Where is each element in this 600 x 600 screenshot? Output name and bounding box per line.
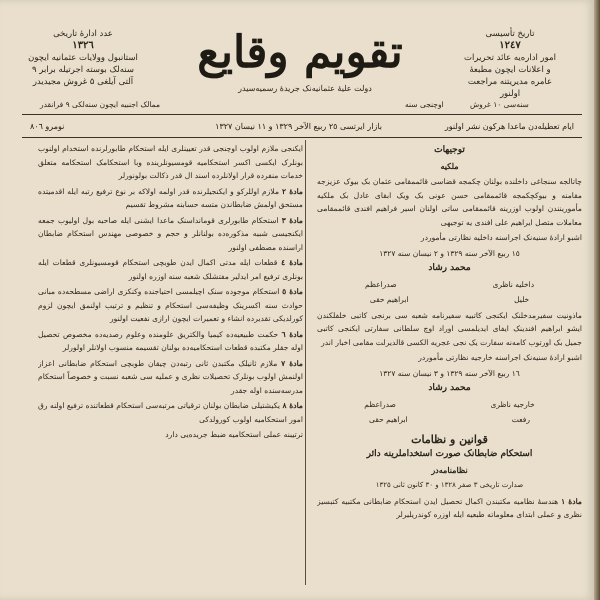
founding-label: تاریخ تأسیسی	[485, 29, 535, 39]
signature-row	[317, 278, 582, 292]
right-header-line: اولنور	[499, 89, 521, 99]
sultan-signature: محمد رشاد	[428, 383, 471, 393]
article-label: مادهٔ ٦	[281, 329, 303, 339]
right-column	[317, 142, 582, 582]
left-header-line: آلتی آیلغی ۵ غروش مجیدیدر	[32, 77, 134, 87]
article-paragraph: اشبو ارادهٔ سنیه‌نک اجراسنه خارجیه نظارتی مأموردر	[418, 353, 582, 362]
section-heading-appointments: توجیهات	[434, 145, 465, 155]
header-rule	[22, 114, 582, 115]
article-label: مادهٔ ٢	[281, 186, 303, 196]
left-header-block	[28, 28, 138, 88]
meta-year: اوچنجی سنه	[405, 100, 444, 109]
founding-year: ١٢٤٧	[499, 40, 521, 51]
article-paragraph: ترتیبنه عملی استحکامیه ضبط جریده‌یی دارد	[165, 430, 303, 439]
article-paragraph: ماذونیت سفیرمدخلنک ایکنجی کاتبیه سفیرنامه شعبه سی برنجی کاتبی خلفلکندن ایشو ابراهیم افندینک ایفای ایدیلمسی اوراد اوچ سلطانی سفارتی ایکنجی کاتبی جمیل بک اورتوب کامه‌نه سفارت یک نجی عجریه الکسی قالدیرلت مقامی اخبار اندر	[317, 310, 582, 347]
article-paragraph	[38, 285, 303, 326]
article-paragraph	[38, 185, 303, 212]
article-text: ملازم اوللرکو و ایکنجیلرنده قدر اولمه اولاکه بر نوع ترفیع رتبه ایله اقدمیتده مستحق اولمش ضابطاندن متسه حسابنه مشروط تقسیم	[38, 186, 303, 209]
article-paragraph	[38, 214, 303, 255]
article-label: مادهٔ ١	[561, 496, 582, 506]
masthead-title: تقویم وقایع	[197, 27, 403, 78]
signature-name: ابراهیم حقی	[369, 415, 408, 424]
article-paragraph: اشبو ارادهٔ سنیه‌نک اجراسنه داخلیه نظارتی مأموردر	[420, 233, 582, 242]
law-title: استحکام ضابطانک صورت استخداملرینه دائر	[366, 449, 533, 459]
meta-price: سنه‌سی ١٠ غروش	[470, 100, 529, 109]
column-divider	[305, 140, 306, 585]
decree-date: ١٦ ربیع الآخر سنه ١٣٢٩ و ٣ نیسان سنه ١٣٢٧	[379, 368, 520, 378]
signature-title: داخلیه ناظری	[492, 279, 535, 289]
signature-title: صدراعظم	[364, 399, 396, 409]
article-paragraph	[38, 357, 303, 398]
right-header-line: امور اداره‌یه عائد تحریرات	[464, 53, 556, 63]
issue-date: بازار ایرتسی ٢٥ ربیع الآخر ١٣٢٩ و ١١ نیسان ١٣٢٧	[215, 122, 382, 131]
date-rule	[22, 137, 582, 138]
article-text: حکمت طبیعیه‌ده کیمیا والکتریق علومنده وعلوم رصدیه‌ده مخصوص تحصیل اوله جقلر مکتبده قطعات استحکامیه‌ده بولنان تقسیمه منسوب اولانلر اولورلر	[38, 329, 303, 352]
article-paragraph	[38, 399, 303, 426]
article-label: مادهٔ ٤	[281, 258, 303, 267]
article-paragraph: ایکنجی ملازم اولوب اوچنجی قدر تعیینلری ایله استحکام طابورلرنده استخدام اولنوب بونلرک ایکسی اکسر استحکامیه قومسیونلرینده وبا استحکامک استحکامه متعلق خدمات منفرده قرار اولانلرده اسند ال قدر ذکالت بولونورلر	[38, 144, 303, 180]
sultan-signature: محمد رشاد	[428, 263, 471, 273]
masthead-subtitle: دولت علیهٔ عثمانیه‌نک جریدهٔ رسمیه‌سیدر	[238, 84, 372, 93]
article-text: ملازم ثانیلک مکتبدن ثانی رتبه‌دن چیقان طوبچی استحکام ضابطانی اعزاز اولنمش اولوب بونلرک تحصیلات نظری و عملیه سی شعبه نسبت و خصوصاً استحکام مدرسه‌سنده اوله جقدر	[38, 358, 303, 395]
signature-name: خلیل	[514, 295, 530, 304]
meta-foreign-price: ممالک اجنبیه ایچون سنه‌لکی ٩ فرانقدر	[40, 100, 161, 109]
fiscal-year: ١٣٢٦	[72, 40, 94, 51]
article-text: یکیشتیلی ضابطان بولنان ترقیاتی مرتبه‌سی استحکام قطعاتنده ترفیع اولنه رق امور استحکامیه اولوب کورولدکی	[38, 401, 303, 424]
right-header-line: و اعلانات ایچون مطبعهٔ	[469, 65, 551, 75]
signature-title: خارجیه ناظری	[490, 399, 535, 409]
article-paragraph	[38, 328, 303, 355]
left-header-line: سنه‌لک بوسته اجرتیله برابر ٩	[32, 65, 134, 75]
signature-name: ابراهیم حقی	[369, 295, 409, 304]
signature-row	[317, 413, 582, 427]
article-text: هندسهٔ نظامیه مکتبندن اکمال تحصیل ایدن استحکام ضابطانی مکتبیه کتبسیز نظری و عملی ابتدای معلوماته طبعیه ایله اوزره کوندریلیرلر	[317, 496, 582, 519]
law-subtitle: نظامنامه‌در	[431, 464, 468, 475]
right-header-line: عامره مدیریتنه مراجعت	[467, 77, 553, 87]
date-bar	[22, 120, 582, 136]
binding-spine	[594, 0, 600, 600]
law-date: صدارت تاریخی ٣ صفر ١٣٢٨ و ٣٠ کانون ثانی ١٣٢٥	[375, 481, 524, 489]
decree-date: ١٥ ربیع الآخر سنه ١٣٢٩ و ٢ نیسان سنه ١٣٢٧	[379, 248, 520, 258]
left-column	[38, 142, 303, 582]
article-text: استحکام موجوده سنک اچیلمسی احتیاجنده وکنکزی اراضی مسطحه‌ده مبانی حوادث سنه اکسرینک وظیفه‌سی استحکام و تنظیم و ترتیب اولنمق ایچون لزوم کورلدیکی تقدیرده انشاء و تعمیرات ایچون ارازی نفعیت اولنور	[38, 287, 303, 323]
article-text: استحکام طابورلری قومانداسنک ماعدا ایشنی ایله صاحبه بول اولیوب جمعه ایکنجیسی شبیه مذکوره‌ده بولنانلر و حجم و خصوصی مهندس استحکام ضابطان اراسنده مصطفی اولنور	[38, 215, 303, 252]
section-heading-laws: قوانین و نظامات	[411, 432, 488, 446]
fiscal-label: عدد ادارهٔ تاریخی	[53, 29, 113, 39]
article-label: مادهٔ ٧	[281, 358, 303, 368]
right-header-block	[455, 28, 565, 100]
article-paragraph: چاتالجه سنجاغی داخلنده بولنان چکمجه قضاسی قائممقامی عثمان بک بیوک عزیزجه مقامنه و بیوکچکمجه قائممقامی حسن عونی بک ویک ابقای عادل بک ملکیه مأمورینندن اولوب اوزرینه قائممقامی ساتی اولنان اسیر فراهیم افندی قائممقامی معاملات متصل ایراهیم علی افندی یه توجیهی	[317, 177, 582, 227]
section-heading-civil: ملکیه	[440, 160, 459, 171]
article-text: قطعات ایله مدتی اکمال ایدن طوبچی استحکام قومسیونلری قطعات ایله بونلری ترفیع امر ایدلیر مفتشلک شعبه سنه اوزره اولنور	[38, 258, 303, 281]
left-header-line: استانبول وولایات عثمانیه ایچون	[28, 53, 138, 63]
issue-number: نومرو ٨٠٦	[30, 122, 65, 131]
article-paragraph	[317, 495, 582, 522]
article-label: مادهٔ ٣	[281, 215, 303, 225]
signature-title: صدراعظم	[364, 279, 397, 289]
article-label: مادهٔ ٨	[282, 401, 303, 410]
article-paragraph	[38, 256, 303, 283]
article-label: مادهٔ ٥	[282, 287, 303, 296]
publication-note: ایام تعطیله‌دن ماعدا هرکون نشر اولنور	[444, 122, 574, 131]
signature-name: رفعت	[511, 415, 530, 424]
signature-row	[317, 293, 582, 307]
signature-row	[317, 398, 582, 412]
